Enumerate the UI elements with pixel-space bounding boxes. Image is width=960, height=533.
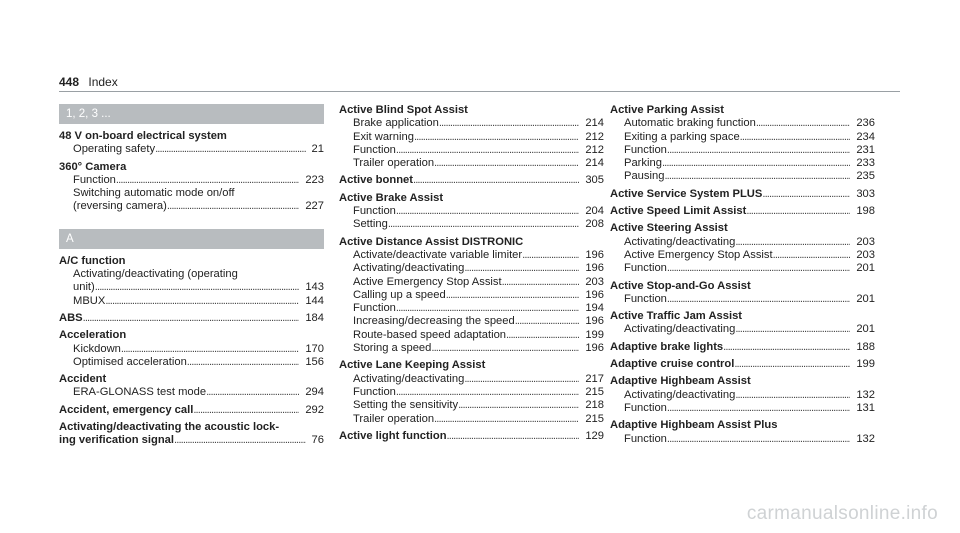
section-gap [59, 218, 324, 229]
index-entry-line [610, 104, 875, 117]
index-entry-line [339, 174, 604, 187]
index-subentry [339, 386, 604, 399]
index-subentry [339, 117, 604, 130]
index-subentry-text: Switching automatic mode on/off [73, 187, 235, 200]
index-subentry [339, 205, 604, 218]
index-subentry-text: Calling up a speed [353, 288, 446, 301]
index-entry [610, 358, 875, 371]
page-reference: 231 [856, 143, 875, 156]
index-subentry-text: Kickdown [73, 342, 121, 355]
index-entry-line [59, 312, 324, 325]
index-entry-heading: Active Service System PLUS [610, 187, 763, 200]
index-entry-line [610, 188, 875, 201]
index-subentry-text: Function [73, 173, 116, 186]
page-reference: 215 [585, 412, 604, 425]
index-subentry [339, 413, 604, 426]
index-entry [610, 104, 875, 184]
index-subentry-text: ERA-GLONASS test mode [73, 386, 207, 399]
page-reference: 212 [585, 130, 604, 143]
page-reference: 196 [585, 262, 604, 275]
index-subentry [339, 302, 604, 315]
index-subentry-text: Activating/deactivating [624, 388, 736, 401]
index-entry-heading: ing verification signal [59, 434, 175, 447]
leader-dots [667, 402, 850, 415]
leader-dots [773, 249, 851, 262]
index-entry-heading: Active Distance Assist DISTRONIC [339, 235, 524, 248]
leader-dots [735, 323, 850, 336]
index-entry-line [610, 222, 875, 235]
index-column-2 [339, 104, 604, 447]
leader-dots [746, 205, 850, 218]
index-entry-line [339, 430, 604, 443]
leader-dots [414, 131, 579, 144]
leader-dots [121, 343, 299, 356]
page-reference: 214 [585, 117, 604, 130]
page-reference: 223 [305, 173, 324, 186]
index-column-3 [610, 104, 875, 450]
index-subentry [339, 315, 604, 328]
index-entry [59, 161, 324, 214]
leader-dots [447, 430, 580, 443]
index-entry-line [59, 404, 324, 417]
leader-dots [431, 342, 579, 355]
index-subentry-text: MBUX [73, 294, 106, 307]
index-entry [59, 312, 324, 325]
index-entry [59, 404, 324, 417]
index-entry-heading: Active Stop-and-Go Assist [610, 279, 751, 292]
page-reference: 131 [856, 401, 875, 414]
leader-dots [105, 295, 299, 308]
index-entry [610, 375, 875, 415]
index-entry [339, 174, 604, 187]
index-subentry-text: Function [624, 292, 667, 305]
leader-dots [667, 262, 850, 275]
page-reference: 76 [311, 434, 324, 447]
index-subentry-text: Exiting a parking space [624, 130, 740, 143]
index-subentry-text: Active Emergency Stop Assist [353, 275, 502, 288]
page-reference: 21 [311, 143, 324, 156]
index-subentry [59, 356, 324, 369]
page-reference: 217 [585, 372, 604, 385]
leader-dots [515, 315, 580, 328]
page-reference: 196 [585, 315, 604, 328]
leader-dots [155, 143, 305, 156]
page-reference: 292 [305, 403, 324, 416]
leader-dots [667, 433, 850, 446]
index-subentry-text: Storing a speed [353, 342, 432, 355]
leader-dots [187, 356, 300, 369]
page-reference: 212 [585, 143, 604, 156]
index-subentry-text: Operating safety [73, 143, 156, 156]
section-header: 1, 2, 3 ... [59, 104, 324, 124]
leader-dots [735, 236, 850, 249]
index-subentry [610, 433, 875, 446]
index-entry [610, 419, 875, 446]
page-reference: 170 [305, 342, 324, 355]
leader-dots [83, 312, 300, 325]
page-reference: 233 [856, 157, 875, 170]
leader-dots [396, 205, 579, 218]
index-subentry-text: Function [624, 401, 667, 414]
page-reference: 132 [856, 388, 875, 401]
index-entry [59, 130, 324, 157]
leader-dots [396, 302, 579, 315]
index-entry [59, 421, 324, 448]
index-subentry [59, 187, 324, 200]
leader-dots [502, 276, 580, 289]
leader-dots [756, 117, 850, 130]
leader-dots [464, 262, 579, 275]
index-subentry [339, 373, 604, 386]
index-entry-line [339, 104, 604, 117]
index-entry-heading: Active Brake Assist [339, 191, 444, 204]
index-subentry-text: Route-based speed adaptation [353, 328, 507, 341]
index-subentry [610, 117, 875, 130]
index-entry-heading: Adaptive Highbeam Assist Plus [610, 419, 778, 432]
index-subentry-text: Parking [624, 157, 662, 170]
index-entry [610, 188, 875, 201]
page-reference: 201 [856, 262, 875, 275]
index-subentry [610, 262, 875, 275]
leader-dots [434, 157, 579, 170]
index-entry-line [610, 205, 875, 218]
leader-dots [206, 386, 299, 399]
index-subentry-text: Automatic braking function [624, 117, 756, 130]
page-reference: 203 [856, 248, 875, 261]
page-reference: 196 [585, 342, 604, 355]
page-reference: 199 [856, 358, 875, 371]
index-entry [610, 280, 875, 307]
leader-dots [439, 117, 580, 130]
index-subentry [339, 218, 604, 231]
page-title: Index [88, 75, 118, 89]
index-entry-line [59, 255, 324, 268]
index-subentry [610, 170, 875, 183]
index-subentry-text: Active Emergency Stop Assist [624, 248, 773, 261]
index-entry-heading: Accident, emergency call [59, 403, 194, 416]
index-entry [610, 222, 875, 275]
index-entry-heading: Active Lane Keeping Assist [339, 359, 486, 372]
index-subentry-text: Increasing/decreasing the speed [353, 315, 515, 328]
index-subentry [59, 174, 324, 187]
index-entry [610, 341, 875, 354]
index-subentry [339, 262, 604, 275]
index-entry-line [59, 161, 324, 174]
index-subentry-text: Activating/deactivating [624, 323, 736, 336]
index-entry [59, 255, 324, 308]
index-subentry-text: Activating/deactivating [353, 372, 465, 385]
index-subentry-text: Activating/deactivating [624, 235, 736, 248]
index-subentry-text: Pausing [624, 170, 665, 183]
index-entry-line [610, 341, 875, 354]
index-subentry [610, 402, 875, 415]
index-subentry [59, 295, 324, 308]
page-reference: 194 [585, 302, 604, 315]
index-subentry-text: Exit warning [353, 130, 414, 143]
index-entry [339, 359, 604, 425]
page-reference: 203 [856, 235, 875, 248]
leader-dots [464, 373, 579, 386]
page-reference: 201 [856, 292, 875, 305]
index-subentry-text: Activating/deactivating [353, 262, 465, 275]
index-subentry [59, 281, 324, 294]
page-reference: 204 [585, 205, 604, 218]
index-entry-line [339, 236, 604, 249]
watermark: carmanualsonline.info [746, 503, 938, 524]
index-subentry [59, 200, 324, 213]
index-subentry [59, 268, 324, 281]
index-entry-heading: Active Speed Limit Assist [610, 205, 747, 218]
index-entry-heading: Active light function [339, 429, 447, 442]
index-entry-heading: 360° Camera [59, 160, 127, 173]
index-entry-heading: Active bonnet [339, 174, 413, 187]
index-column-1 [59, 104, 324, 452]
index-entry-heading: Acceleration [59, 329, 127, 342]
page-reference: 188 [856, 340, 875, 353]
leader-dots [446, 289, 580, 302]
leader-dots [735, 389, 850, 402]
index-subentry [610, 131, 875, 144]
page-reference: 196 [585, 288, 604, 301]
index-entry-line [610, 419, 875, 432]
index-entry-heading: Active Steering Assist [610, 222, 728, 235]
index-entry-line [59, 329, 324, 342]
index-subentry [339, 399, 604, 412]
index-subentry-text: Function [353, 302, 396, 315]
page-reference: 236 [856, 117, 875, 130]
leader-dots [95, 281, 300, 294]
leader-dots [458, 399, 579, 412]
page-number: 448 [59, 75, 80, 89]
page-reference: 201 [856, 323, 875, 336]
index-subentry [339, 249, 604, 262]
page-reference: 129 [585, 429, 604, 442]
page-reference: 198 [856, 205, 875, 218]
page-reference: 156 [305, 355, 324, 368]
page-reference: 214 [585, 157, 604, 170]
page-reference: 215 [585, 385, 604, 398]
page-reference: 234 [856, 130, 875, 143]
index-subentry-text: Activating/deactivating (operating [73, 268, 238, 281]
index-subentry [339, 289, 604, 302]
index-subentry-text: Optimised acceleration [73, 355, 187, 368]
index-subentry-text: Trailer operation [353, 412, 435, 425]
index-entry-heading: Adaptive brake lights [610, 340, 724, 353]
index-subentry [59, 386, 324, 399]
page-reference: 199 [585, 328, 604, 341]
page-reference: 303 [856, 187, 875, 200]
page-reference: 227 [305, 200, 324, 213]
page-reference: 294 [305, 386, 324, 399]
index-subentry [610, 293, 875, 306]
index-entry [339, 430, 604, 443]
index-subentry [610, 157, 875, 170]
page-reference: 235 [856, 170, 875, 183]
index-entry-line [59, 373, 324, 386]
index-subentry-text: Function [353, 205, 396, 218]
index-subentry-text: Function [624, 262, 667, 275]
index-entry-line [59, 130, 324, 143]
page-reference: 305 [585, 174, 604, 187]
index-entry-line [59, 421, 324, 434]
index-entry [610, 205, 875, 218]
index-entry-heading: Active Blind Spot Assist [339, 104, 468, 116]
index-entry-heading: Active Parking Assist [610, 104, 724, 116]
leader-dots [396, 386, 579, 399]
index-subentry-text: Brake application [353, 117, 439, 130]
index-entry-heading: Adaptive Highbeam Assist [610, 375, 751, 388]
index-entry-line [339, 359, 604, 372]
page-reference: 196 [585, 248, 604, 261]
index-subentry-text: Function [624, 432, 667, 445]
page-reference: 132 [856, 432, 875, 445]
index-entry [59, 373, 324, 400]
index-subentry-text: Setting the sensitivity [353, 399, 459, 412]
index-entry-line [610, 358, 875, 371]
leader-dots [193, 404, 299, 417]
leader-dots [734, 358, 850, 371]
leader-dots [667, 293, 850, 306]
index-entry-heading: Active Traffic Jam Assist [610, 310, 743, 323]
index-subentry-text: Activate/deactivate variable limiter [353, 248, 523, 261]
page-reference: 143 [305, 281, 324, 294]
index-entry-line [339, 192, 604, 205]
leader-dots [434, 413, 579, 426]
index-subentry [610, 236, 875, 249]
index-entry-line [610, 375, 875, 388]
index-entry-heading: A/C function [59, 254, 126, 267]
leader-dots [506, 329, 579, 342]
index-subentry [339, 157, 604, 170]
index-entry-line [610, 280, 875, 293]
leader-dots [388, 218, 579, 231]
index-subentry [339, 342, 604, 355]
index-entry-line [610, 310, 875, 323]
leader-dots [662, 157, 850, 170]
index-subentry [610, 144, 875, 157]
index-subentry-text: Function [624, 143, 667, 156]
leader-dots [740, 131, 851, 144]
leader-dots [664, 170, 850, 183]
index-entry-heading: ABS [59, 311, 83, 324]
index-subentry [339, 131, 604, 144]
index-entry [339, 236, 604, 356]
index-subentry [610, 323, 875, 336]
leader-dots [413, 174, 579, 187]
index-subentry-text: Function [353, 385, 396, 398]
index-subentry [610, 249, 875, 262]
index-subentry-text: unit) [73, 281, 95, 294]
index-entry-heading: Accident [59, 373, 107, 386]
leader-dots [396, 144, 579, 157]
index-subentry [339, 144, 604, 157]
index-subentry [339, 276, 604, 289]
page-reference: 203 [585, 275, 604, 288]
index-subentry-text: (reversing camera) [73, 200, 167, 213]
index-entry-heading: Activating/deactivating the acoustic lock- [59, 421, 280, 434]
leader-dots [174, 434, 306, 447]
leader-dots [522, 249, 579, 262]
index-entry [59, 329, 324, 369]
index-subentry-text: Function [353, 143, 396, 156]
index-subentry [59, 343, 324, 356]
index-entry [339, 192, 604, 232]
index-subentry [339, 329, 604, 342]
page-reference: 208 [585, 218, 604, 231]
page-reference: 144 [305, 294, 324, 307]
index-entry [610, 310, 875, 337]
index-subentry-text: Setting [353, 218, 388, 231]
index-entry-line [59, 434, 324, 447]
page-reference: 184 [305, 311, 324, 324]
index-entry [339, 104, 604, 170]
page-header [59, 75, 118, 89]
leader-dots [723, 341, 850, 354]
header-divider [59, 91, 900, 92]
leader-dots [116, 174, 299, 187]
index-entry-heading: 48 V on-board electrical system [59, 130, 227, 142]
index-entry-heading: Adaptive cruise control [610, 358, 735, 371]
page-reference: 218 [585, 399, 604, 412]
index-subentry [610, 389, 875, 402]
section-header: A [59, 229, 324, 249]
leader-dots [762, 188, 850, 201]
index-subentry [59, 143, 324, 156]
leader-dots [667, 144, 850, 157]
index-subentry-text: Trailer operation [353, 157, 435, 170]
leader-dots [167, 200, 299, 213]
